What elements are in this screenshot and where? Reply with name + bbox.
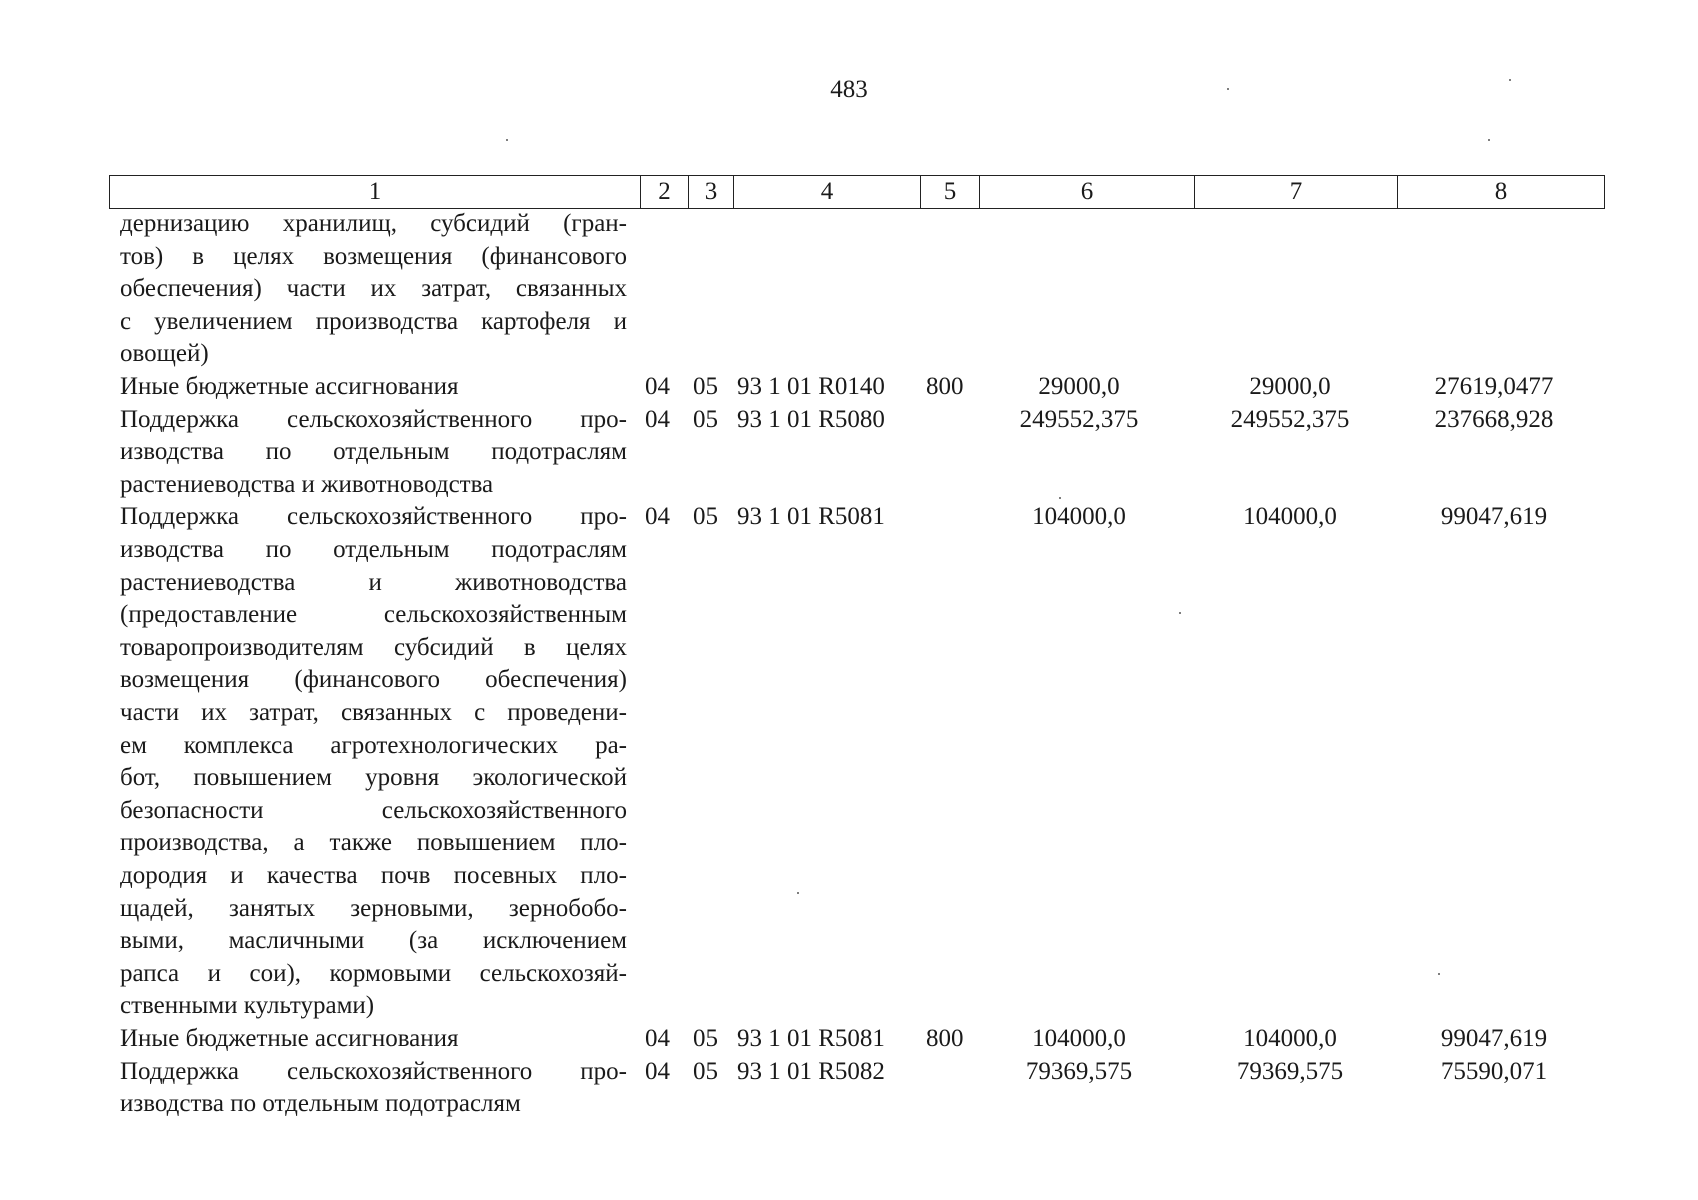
description-line: дернизацию хранилищ, субсидий (гран-: [120, 210, 627, 237]
column-header-8: 8: [1398, 176, 1605, 209]
cell-col-5: 800: [926, 373, 964, 400]
cell-col-3: 05: [693, 405, 718, 433]
cell-col-6: 79369,575: [1025, 1057, 1133, 1085]
description-line: ственными культурами): [120, 992, 375, 1020]
cell-col-2: 04: [645, 373, 670, 400]
cell-col-7: 29000,0: [1249, 373, 1331, 400]
cell-col-6: 29000,0: [1038, 373, 1120, 400]
table-row: [0, 404, 1698, 502]
scan-speck: [1179, 612, 1181, 614]
cell-col-3: 05: [693, 373, 718, 400]
column-header-4: 4: [734, 176, 921, 209]
column-header-3: 3: [689, 176, 734, 209]
description-line: Поддержка сельскохозяйственного про-: [120, 405, 627, 433]
scan-speck: [1227, 88, 1229, 90]
column-header-table: [109, 175, 1605, 209]
description-line: тов) в целях возмещения (финансового: [120, 242, 627, 270]
cell-col-6: 249552,375: [1019, 405, 1139, 433]
description-line: щадей, занятых зерновыми, зернобобо-: [120, 894, 627, 922]
cell-col-8: 99047,619: [1440, 503, 1548, 531]
cell-col-8: 99047,619: [1440, 1024, 1548, 1052]
cell-col-8: 237668,928: [1434, 405, 1554, 433]
table-row: [0, 1056, 1698, 1121]
description-line: части их затрат, связанных с проведени-: [120, 698, 627, 726]
description-line: ем комплекса агротехнологических ра-: [120, 731, 627, 759]
row-description: [120, 501, 627, 1023]
description-line: дородия и качества почв посевных пло-: [120, 861, 627, 889]
cell-col-3: 05: [693, 503, 718, 531]
description-line: возмещения (финансового обеспечения): [120, 666, 627, 694]
description-line: рапса и сои), кормовыми сельскохозяй-: [120, 959, 627, 987]
description-line: Иные бюджетные ассигнования: [120, 373, 459, 400]
table-row: [0, 371, 1698, 404]
column-header-5: 5: [921, 176, 980, 209]
description-line: растениеводства и животноводства: [120, 568, 627, 596]
cell-col-3: 05: [693, 1057, 718, 1085]
cell-col-8: 27619,0477: [1434, 373, 1554, 400]
cell-col-8: 75590,071: [1440, 1057, 1548, 1085]
scan-speck: [1509, 79, 1511, 81]
scan-speck: [797, 892, 799, 894]
budget-rows: [0, 208, 1698, 1121]
cell-col-3: 05: [693, 1024, 718, 1052]
column-header-row: [110, 176, 1605, 209]
description-line: товаропроизводителям субсидий в целях: [120, 633, 627, 661]
cell-col-7: 104000,0: [1243, 1024, 1337, 1052]
description-line: с увеличением производства картофеля и: [120, 307, 627, 335]
cell-col-6: 104000,0: [1032, 1024, 1126, 1052]
description-line: (предоставление сельскохозяйственным: [120, 601, 627, 629]
scan-speck: [506, 139, 508, 141]
description-line: овощей): [120, 340, 209, 368]
description-line: производства, а также повышением пло-: [120, 829, 627, 857]
cell-col-2: 04: [645, 1024, 670, 1052]
row-description: [120, 1056, 627, 1121]
column-header-6: 6: [980, 176, 1195, 209]
cell-col-4: 93 1 01 R5081: [737, 1024, 885, 1052]
row-description: [120, 1023, 627, 1056]
column-header-7: 7: [1195, 176, 1398, 209]
scan-speck: [1438, 973, 1440, 975]
cell-col-2: 04: [645, 1057, 670, 1085]
description-line: изводства по отдельным подотраслям: [120, 1090, 521, 1118]
description-line: Поддержка сельскохозяйственного про-: [120, 1057, 627, 1085]
row-description: [120, 371, 627, 404]
table-row: [0, 208, 1698, 371]
column-header-2: 2: [641, 176, 689, 209]
scan-speck: [1488, 139, 1490, 141]
cell-col-4: 93 1 01 R5080: [737, 405, 885, 433]
description-line: выми, масличными (за исключением: [120, 927, 627, 955]
cell-col-4: 93 1 01 R0140: [737, 373, 885, 400]
cell-col-6: 104000,0: [1032, 503, 1126, 531]
table-row: [0, 1023, 1698, 1056]
cell-col-2: 04: [645, 405, 670, 433]
description-line: бот, повышением уровня экологической: [120, 764, 627, 792]
cell-col-7: 79369,575: [1236, 1057, 1344, 1085]
description-line: изводства по отдельным подотраслям: [120, 535, 627, 563]
description-line: безопасности сельскохозяйственного: [120, 796, 627, 824]
table-row: [0, 501, 1698, 1023]
cell-col-4: 93 1 01 R5082: [737, 1057, 885, 1085]
description-line: Поддержка сельскохозяйственного про-: [120, 503, 627, 531]
cell-col-2: 04: [645, 503, 670, 531]
description-line: обеспечения) части их затрат, связанных: [120, 275, 627, 303]
cell-col-7: 104000,0: [1243, 503, 1337, 531]
row-description: [120, 404, 627, 502]
page-number: 483: [830, 76, 868, 103]
description-line: Иные бюджетные ассигнования: [120, 1024, 459, 1052]
column-header-1: 1: [110, 176, 641, 209]
row-description: [120, 208, 627, 371]
description-line: растениеводства и животноводства: [120, 470, 494, 498]
cell-col-7: 249552,375: [1230, 405, 1350, 433]
cell-col-5: 800: [926, 1024, 964, 1052]
scan-speck: [1059, 497, 1061, 499]
description-line: изводства по отдельным подотраслям: [120, 438, 627, 466]
cell-col-4: 93 1 01 R5081: [737, 503, 885, 531]
